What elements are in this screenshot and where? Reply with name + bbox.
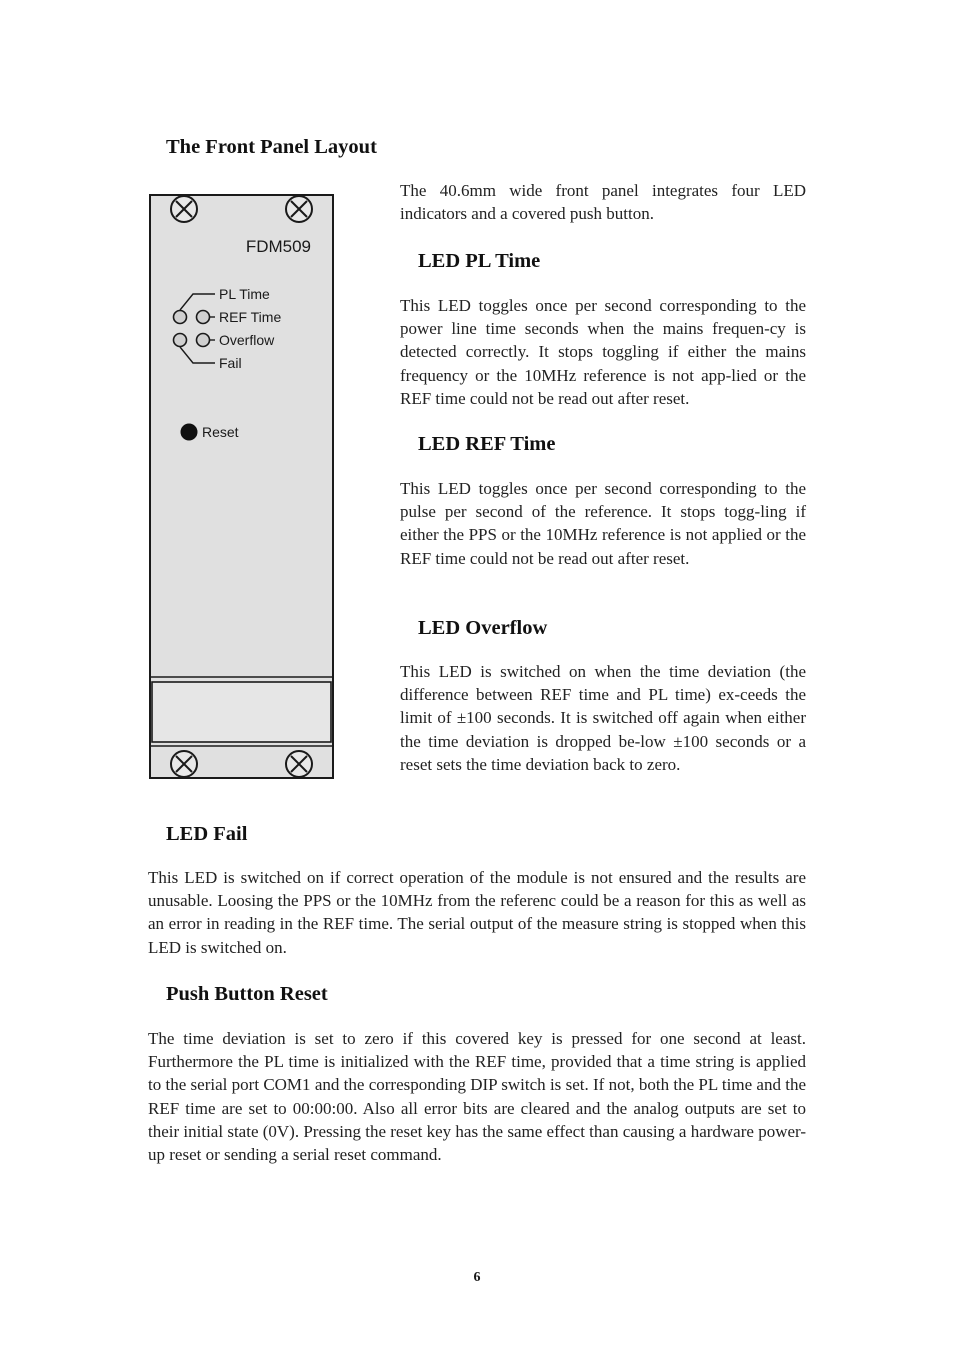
reset-button-icon [181, 424, 197, 440]
panel-label-overflow: Overflow [219, 332, 275, 348]
section-heading-led-pl-time: LED PL Time [418, 250, 541, 272]
front-panel-intro: The 40.6mm wide front panel integrates four LED indicators and a covered push button. [400, 181, 806, 224]
section-heading-led-fail: LED Fail [166, 823, 248, 845]
screw-icon [171, 751, 197, 777]
screw-icon [286, 751, 312, 777]
panel-model-label: FDM509 [245, 237, 311, 256]
panel-label-ref-time: REF Time [219, 309, 282, 325]
led-pl-time-description: This LED toggles once per second corresponding to the power line time seconds when the mains frequen-cy is detected correctly. It stops toggling if either the mains frequency or the 10MHz reference is not app-lied or the REF time could not be read out after reset. [400, 296, 806, 408]
led-ref-time-indicator [197, 311, 210, 324]
page-number: 6 [473, 1270, 481, 1285]
panel-label-reset: Reset [202, 424, 239, 440]
led-fail-description: This LED is switched on if correct operation of the module is not ensured and the results are unusable. Loosing the PPS or the 10MHz from the referenc could be a reason for this as well as an error in reading in the REF time. The serial output of the measure string is stopped when this LED is switched on. [148, 868, 806, 957]
panel-label-pl-time: PL Time [219, 286, 270, 302]
section-heading-led-ref-time: LED REF Time [418, 433, 556, 455]
led-overflow-indicator [197, 334, 210, 347]
led-pl-time-indicator [174, 311, 187, 324]
screw-icon [286, 196, 312, 222]
led-ref-time-description: This LED toggles once per second corresponding to the pulse per second of the reference. It stops togg-ling if either the PPS or the 10MHz reference is not applied or the REF time could not be read out after reset. [400, 479, 806, 568]
front-panel-diagram [149, 194, 335, 780]
panel-label-fail: Fail [219, 355, 242, 371]
push-button-reset-description: The time deviation is set to zero if this covered key is pressed for one second at least. Furthermore the PL time is initialized with the REF time, provided that a time string is applied to the serial port COM1 and the corresponding DIP switch is set. If not, both the PL time and the REF time are set to 00:00:00. Also all error bits are cleared and the analog outputs are set to their initial state (0V). Pressing the reset key has the same effect than causing a hardware power-up reset or sending a serial reset command. [148, 1029, 806, 1165]
screw-icon [171, 196, 197, 222]
led-fail-indicator [174, 334, 187, 347]
section-heading-push-button-reset: Push Button Reset [166, 983, 328, 1005]
section-heading-front-panel: The Front Panel Layout [166, 136, 377, 158]
section-heading-led-overflow: LED Overflow [418, 617, 548, 639]
panel-cover-plate [152, 682, 331, 742]
led-overflow-description: This LED is switched on when the time deviation (the difference between REF time and PL time) ex-ceeds the limit of ±100 seconds. It is switched off again when either the time deviation is dropped be-low ±100 seconds or a reset sets the time deviation back to zero. [400, 662, 806, 774]
